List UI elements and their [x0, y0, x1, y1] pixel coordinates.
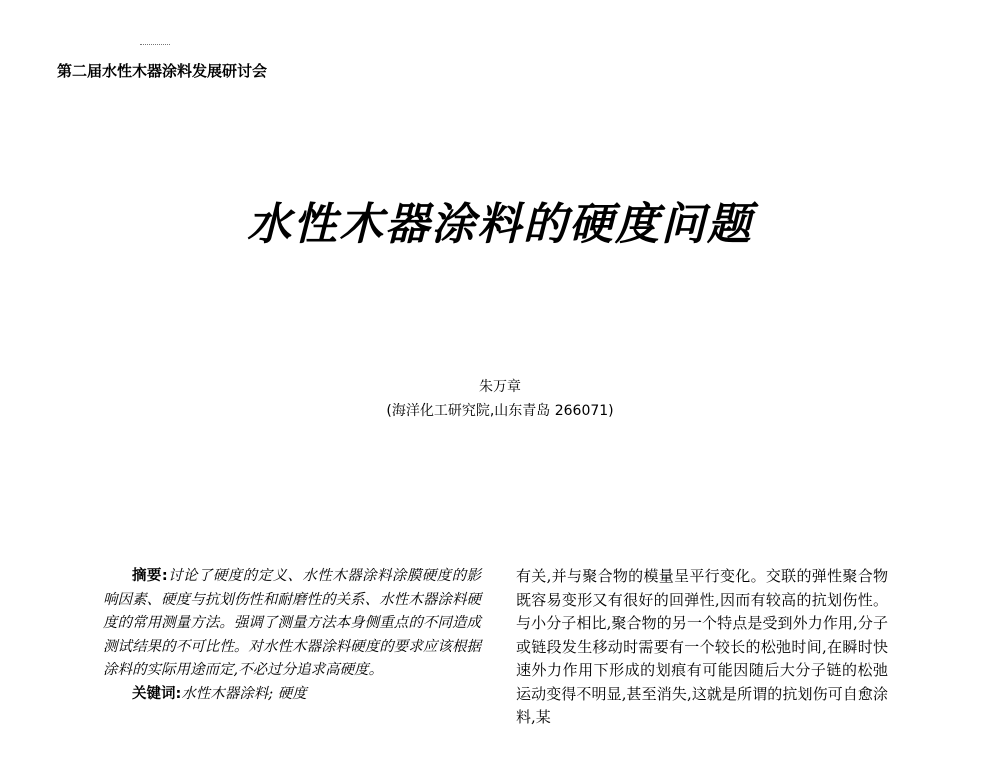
- keywords-text: 水性木器涂料; 硬度: [181, 685, 307, 702]
- body-paragraph: 有关,并与聚合物的模量呈平行变化。交联的弹性聚合物既容易变形又有很好的回弹性,因而有较高的抗划伤性。与小分子相比,聚合物的另一个特点是受到外力作用,分子或链段发生移动时需要有一个较长的松弛时间,在瞬时快速外力作用下形成的划痕有可能因随后大分子链的松弛运动变得不明显,甚至消失,这就是所谓的抗划伤可自愈涂料,某: [516, 567, 888, 726]
- abstract-paragraph: [103, 565, 481, 683]
- keywords-label: 关键词:: [132, 685, 182, 702]
- keywords-paragraph: [103, 683, 481, 707]
- paper-title: 水性木器涂料的硬度问题: [247, 199, 753, 250]
- header-rule: [140, 44, 170, 45]
- abstract-text: 讨论了硬度的定义、水性木器涂料涂膜硬度的影响因素、硬度与抗划伤性和耐磨性的关系、水性木器涂料硬度的常用测量方法。强调了测量方法本身侧重点的不同造成测试结果的不可比性。对水性木器涂料硬度的要求应该根据涂料的实际用途而定,不必过分追求高硬度。: [103, 568, 481, 678]
- left-column: [103, 565, 481, 706]
- conference-header: 第二届水性木器涂料发展研讨会: [57, 62, 268, 80]
- right-column: [516, 565, 888, 730]
- author-affiliation: (海洋化工研究院,山东青岛 266071): [386, 403, 614, 419]
- author-name: 朱万章: [479, 379, 521, 395]
- abstract-label: 摘要:: [132, 568, 168, 584]
